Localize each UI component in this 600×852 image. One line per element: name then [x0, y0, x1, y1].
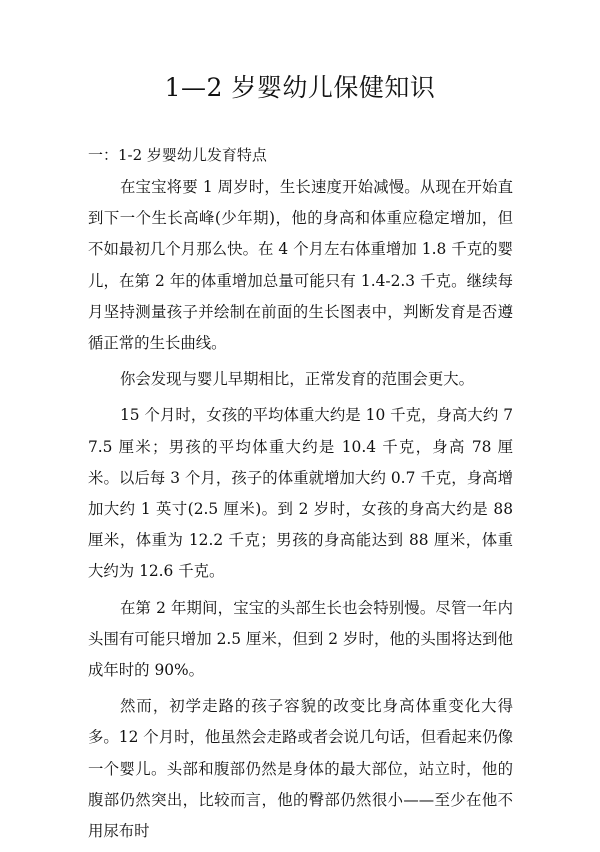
paragraph-appearance: 然而，初学走路的孩子容貌的改变比身高体重变化大得多。12 个月时，他虽然会走路或者会说几句话，但看起来仍像一个婴儿。头部和腹部仍然是身体的最大部位，站立时，他的腹部仍然突出，比较而言，他的臀部仍然很小——至少在他不用尿布时: [88, 697, 513, 841]
paragraph-normal-range: 你会发现与婴儿早期相比，正常发育的范围会更大。: [120, 370, 474, 389]
document-body: [88, 172, 513, 852]
document-title: 1—2 岁婴幼儿保健知识: [164, 73, 436, 102]
paragraph-head-growth: 在第 2 年期间，宝宝的头部生长也会特别慢。尽管一年内头围有可能只增加 2.5 厘米，但到 2 岁时，他的头围将达到他成年时的 90%。: [88, 598, 513, 680]
paragraph-growth-rate: 在宝宝将要 1 周岁时，生长速度开始减慢。从现在开始直到下一个生长高峰(少年期)，他的身高和体重应稳定增加，但不如最初几个月那么快。在 4 个月左右体重增加 1.8 千克的婴儿，在第 2 年的体重增加总量可能只有 1.4-2.3 千克。继续每月坚持测量孩子并绘制在前面的生长图表中，判断发育是否遵循正常的生长曲线。: [88, 178, 513, 353]
paragraph-weight-height: 15 个月时，女孩的平均体重大约是 10 千克，身高大约 77.5 厘米；男孩的平均体重大约是 10.4 千克，身高 78 厘米。以后每 3 个月，孩子的体重就增加大约 0.7 千克，身高增加大约 1 英寸(2.5 厘米)。到 2 岁时，女孩的身高大约是 88 厘米，体重为 12.2 千克；男孩的身高能达到 88 厘米，体重大约为 12.6 千克。: [88, 406, 513, 581]
section-heading: 一：1-2 岁婴幼儿发育特点: [88, 146, 267, 164]
